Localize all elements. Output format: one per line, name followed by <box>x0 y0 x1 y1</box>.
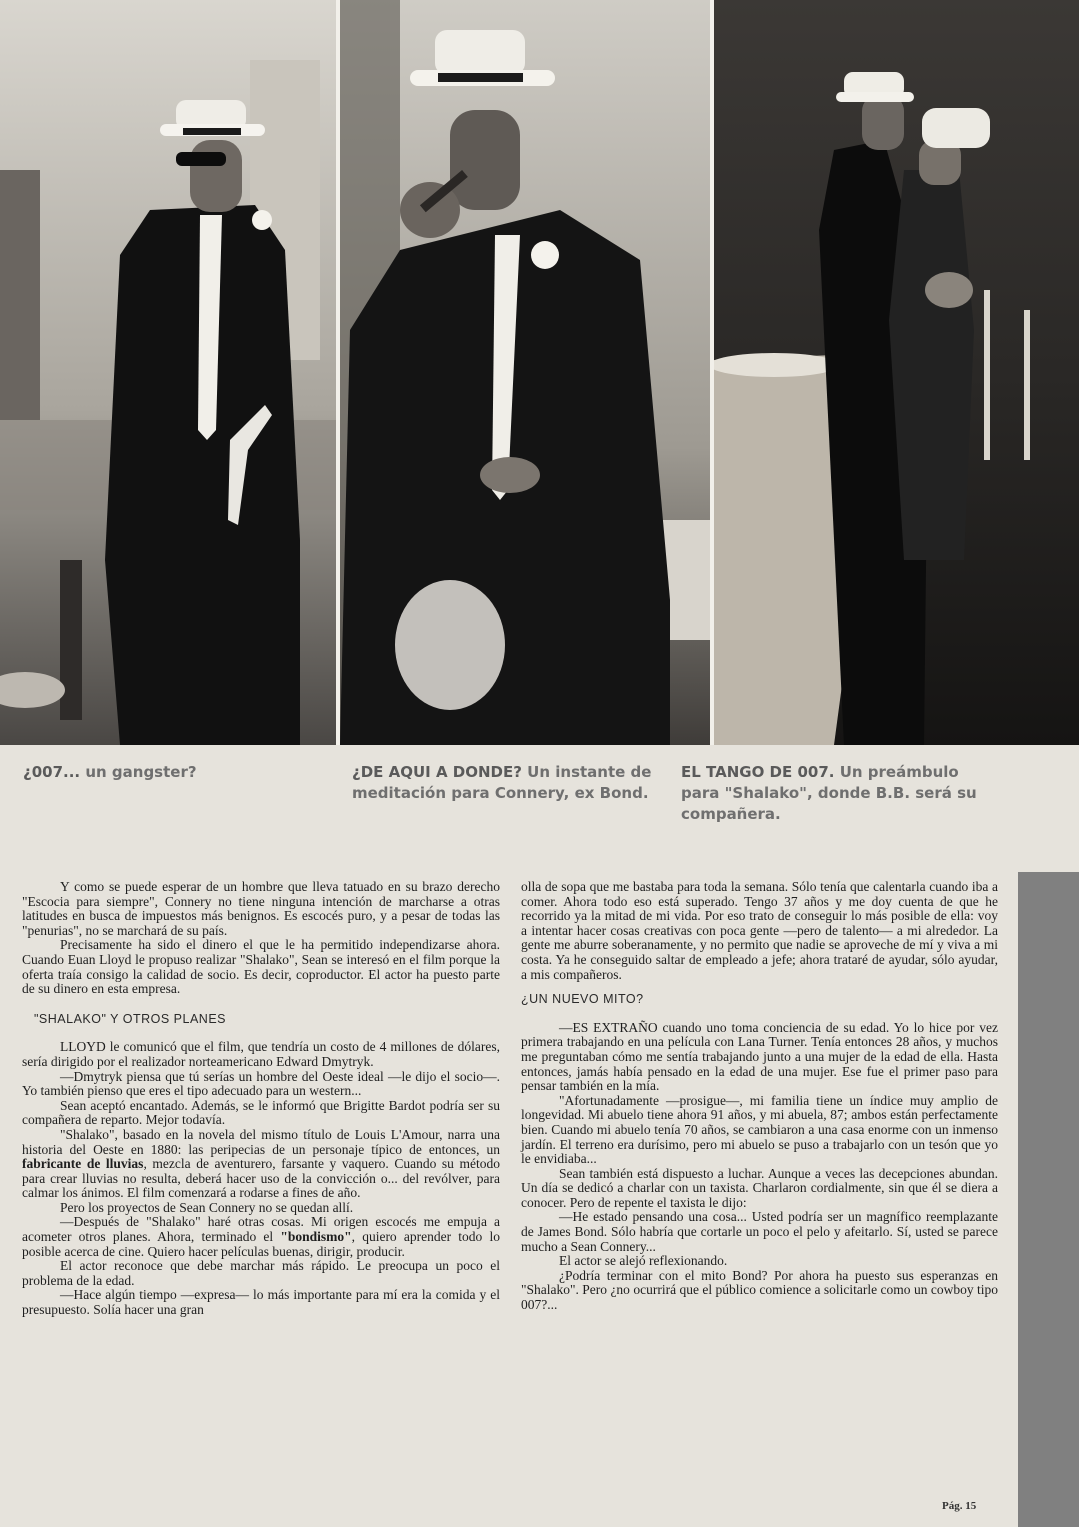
paragraph: Precisamente ha sido el dinero el que le ha permitido independizarse ahora. Cuando Euan Lloyd le propuso realizar "Shalako", Sean se interesó en el film porque la oferta traía consigo la calidad de socio. Es decir, coproductor. El actor ha puesto parte de su dinero en esta empresa. <box>22 937 500 997</box>
paragraph: Y como se puede esperar de un hombre que lleva tatuado en su brazo derecho "Escocia para siempre", Connery no tiene ninguna intención de marcharse a otras latitudes en busca de impuestos más benignos. Es escocés puro, y a pesar de todas las "penurias", no se marchará de su país. <box>22 879 500 938</box>
paragraph: Sean también está dispuesto a luchar. Aunque a veces las decepciones abundan. Un día se dedicó a charlar con un taxista. Charlaron cordialmente, sin que él se diera a conocer. Pero de repente el taxista le dijo: <box>521 1165 998 1210</box>
paragraph: "Shalako", basado en la novela del mismo título de Louis L'Amour, narra una historia del Oeste en 1880: las peripecias de un personaje típico de entonces, un fabricante de lluvias, mezcla de aventurero, farsante y vaquero. Cuando su método para crear lluvias no resulta, deberá hacer uso de la convicción o... del revólver, para calmar los ánimos. El film comenzará a rodarse a fines de año. <box>22 1126 501 1201</box>
caption-photo-left: ¿007... un gangster? <box>23 763 197 781</box>
photo-gangster <box>0 0 336 745</box>
paragraph: Sean aceptó encantado. Además, se le informó que Brigitte Bardot podría ser su compañera de reparto. Mejor todavía. <box>22 1097 500 1128</box>
section-heading: ¿UN NUEVO MITO? <box>521 992 644 1007</box>
paragraph: —Hace algún tiempo —expresa— lo más importante para mí era la comida y el presupuesto. Solía hacer una gran <box>22 1287 500 1318</box>
paragraph: "Afortunadamente —prosigue—, mi familia tiene un índice muy amplio de longevidad. Mi abuelo tiene ahora 91 años, y mi abuela, 87; ambos están perfectamente bien. Cuando mi abuelo tenía 70 años, se cambiaron a una casa enorme con un inmenso jardín. El terreno era durísimo, pero mi abuelo se puso a trabajarlo con un tesón que yo le envidiaba... <box>521 1092 998 1167</box>
caption-photo-right: EL TANGO DE 007. Un preámbulo para "Shalako", donde B.B. será su compañera. <box>681 763 977 823</box>
caption-photo-center: ¿DE AQUI A DONDE? Un instante de meditación para Connery, ex Bond. <box>352 763 652 802</box>
paragraph: ¿Podría terminar con el mito Bond? Por ahora ha puesto sus esperanzas en "Shalako". Pero ¿no ocurrirá que el público comience a solicitarle como un cowboy tipo 007?... <box>521 1267 998 1313</box>
article-column-right <box>521 880 998 1313</box>
page-number: Pág. 15 <box>942 1500 977 1512</box>
paragraph: —ES EXTRAÑO cuando uno toma conciencia de su edad. Yo lo hice por vez primera trabajando en una película con Lana Turner. Tenía entonces 28 años, y muchos me preguntaban cómo me sentía trabajando junto a una mujer de la edad de ella. Hasta entonces, jamás había pensado en la edad de una mujer. Ese fue el primer paso para pensar también en la mía. <box>521 1019 998 1094</box>
paragraph: olla de sopa que me bastaba para toda la semana. Sólo tenía que calentarla cuando iba a comer. Ahora todo eso está superado. Tengo 37 años y me doy cuenta de que he recorrido ya la mitad de mi vida. Por eso trato de conseguir lo más posible de ella: voy a intentar hacer cosas creativas con poca gente —pero de talento— a mi alrededor. La gente me aburre soberanamente, y no permito que nadie se aproveche de mí y viva a mi costa. Ya he conseguido saltar de empleado a jefe; ahora trataré de ayudar, sólo ayudar, a mis compañeros. <box>521 879 998 982</box>
paragraph: LLOYD le comunicó que el film, que tendría un costo de 4 millones de dólares, sería dirigido por el realizador norteamericano Edward Dmytryk. <box>22 1039 500 1069</box>
paragraph: El actor reconoce que debe marchar más rápido. Le preocupa un poco el problema de la edad. <box>22 1258 500 1288</box>
paragraph: El actor se alejó reflexionando. <box>559 1253 728 1269</box>
article-column-left <box>22 880 500 1318</box>
photo-cigar <box>340 0 710 745</box>
photo-tango <box>714 0 1079 745</box>
paragraph: —Dmytryk piensa que tú serías un hombre del Oeste ideal —le dijo el socio—. Yo también pienso que eres el tipo adecuado para un western... <box>22 1068 500 1099</box>
section-heading: "SHALAKO" Y OTROS PLANES <box>34 1011 227 1026</box>
side-grey-band <box>1018 872 1079 1527</box>
paragraph: —He estado pensando una cosa... Usted podría ser un magnífico reemplazante de James Bond. Sólo habría que cortarle un poco el pelo y afeitarlo. Sí, usted se parece mucho a Sean Connery... <box>521 1209 998 1254</box>
paragraph: —Después de "Shalako" haré otras cosas. Mi origen escocés me empuja a acometer otros planes. Ahora, terminado el "bondismo", quiero aprender todo lo posible acerca de cine. Quiero hacer películas buenas, dirigir, producir. <box>22 1214 500 1259</box>
paragraph: Pero los proyectos de Sean Connery no se quedan allí. <box>60 1199 354 1215</box>
